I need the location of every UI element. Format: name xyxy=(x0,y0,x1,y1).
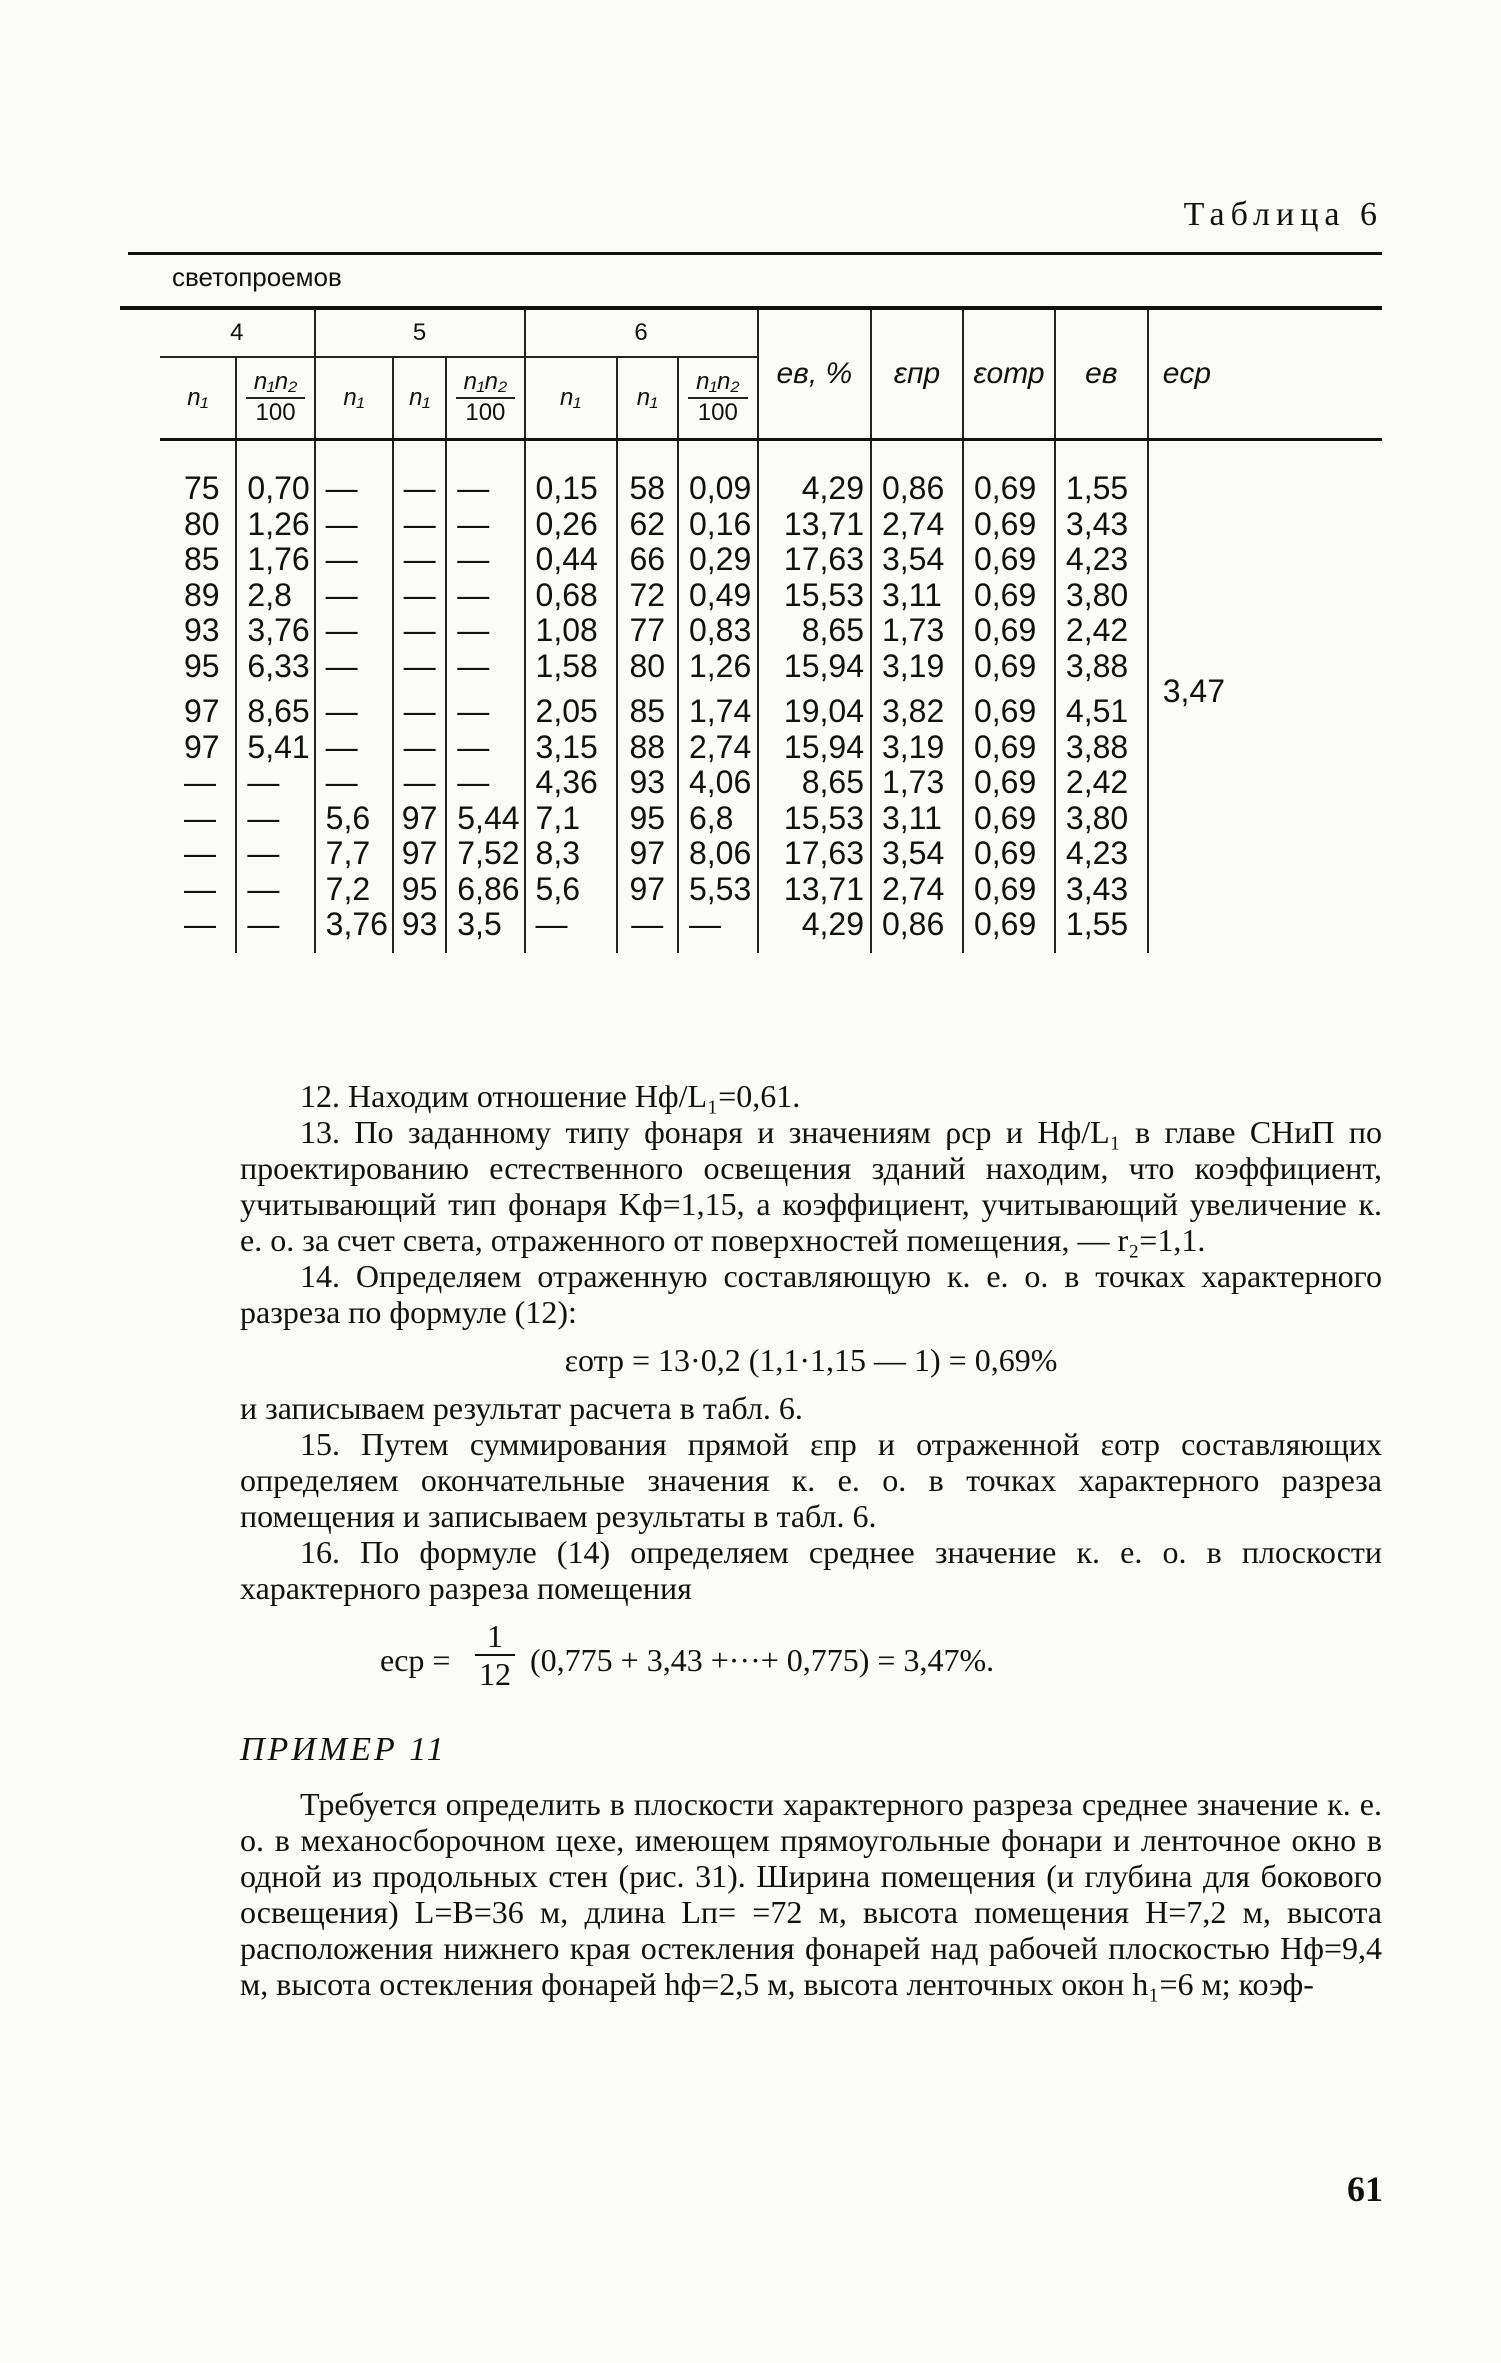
table-cell: — xyxy=(631,906,664,942)
table-cell: — xyxy=(457,612,490,648)
table-cell: 0,69 xyxy=(973,470,1037,506)
table-cell: 72 xyxy=(629,576,666,613)
table-cell: 0,69 xyxy=(973,870,1037,907)
table-cell: — xyxy=(247,870,280,907)
table-cell: — xyxy=(403,764,436,800)
table-cell: 97 xyxy=(629,870,666,907)
table-cell: 0,29 xyxy=(688,541,752,577)
table-cell: 5,41 xyxy=(247,728,310,765)
table-cell: 0,49 xyxy=(688,576,752,613)
formula-ecp-numerator: 1 xyxy=(475,1618,515,1656)
table-cell: 4,29 xyxy=(801,906,864,942)
table-cell: 0,69 xyxy=(973,576,1037,613)
column-3 xyxy=(315,440,393,953)
table-cell: 8,06 xyxy=(688,835,752,871)
table-cell: 97 xyxy=(401,799,438,836)
table-cell: 8,65 xyxy=(801,612,864,648)
table-cell: — xyxy=(184,764,216,800)
table-cell: — xyxy=(184,870,216,907)
formula-ecp-fraction xyxy=(475,1618,515,1692)
table-cell: 7,7 xyxy=(325,835,371,871)
results-table xyxy=(160,310,1382,953)
column-1 xyxy=(160,440,236,953)
column-2 xyxy=(236,440,314,953)
table-cell: 1,55 xyxy=(1065,470,1129,506)
table-cell: 77 xyxy=(629,612,666,648)
table-cell: 4,51 xyxy=(1065,693,1129,729)
table-cell: 0,15 xyxy=(535,470,598,506)
table-cell: 3,80 xyxy=(1065,799,1129,836)
table-cell: 3,43 xyxy=(1065,870,1129,907)
table-cell: 93 xyxy=(401,906,438,942)
formula-ecp-denominator: 12 xyxy=(479,1656,511,1692)
table-cell: 97 xyxy=(184,728,220,765)
table-cell: 8,65 xyxy=(801,764,864,800)
table-cell: 80 xyxy=(184,505,220,542)
table-cell: 1,58 xyxy=(535,647,598,684)
table-cell: — xyxy=(247,835,280,871)
formula-eotr: εотр = 13·0,2 (1,1·1,15 — 1) = 0,69% xyxy=(564,1342,1058,1378)
paragraph-14b: и записываем результат расчета в табл. 6. xyxy=(240,1390,803,1426)
header-n1-g4: n₁ xyxy=(160,357,236,440)
table-cell: 0,69 xyxy=(973,647,1037,684)
table-cell: 97 xyxy=(629,835,666,871)
table-cell: 13,71 xyxy=(783,505,864,542)
table-cell: 15,53 xyxy=(783,799,864,836)
table-cell: 3,43 xyxy=(1065,505,1129,542)
top-rule xyxy=(128,252,1382,255)
table-cell: 0,83 xyxy=(688,612,752,648)
table-cell: 95 xyxy=(629,799,666,836)
table-cell: 62 xyxy=(629,505,666,542)
group-5: 5 xyxy=(315,310,525,357)
table-cell: 0,69 xyxy=(973,612,1037,648)
table-cell: 1,26 xyxy=(688,647,752,684)
table-cell: 6,33 xyxy=(247,647,310,684)
table-cell: — xyxy=(535,906,568,942)
table-cell: 89 xyxy=(184,576,220,613)
table-cell: 2,74 xyxy=(688,728,752,765)
table-cell: 2,42 xyxy=(1065,612,1129,648)
paragraph-14: 14. Определяем отраженную составляющую к. е. о. в точках характерного разреза по формуле (12): xyxy=(240,1258,1382,1330)
table-cell: 0,69 xyxy=(973,541,1037,577)
table-cell: 0,09 xyxy=(688,470,752,506)
table-cell: 3,76 xyxy=(325,906,388,942)
table-cell: 4,36 xyxy=(535,764,598,800)
body-text xyxy=(240,1078,1382,2002)
table-caption: светопроемов xyxy=(172,262,342,292)
paragraph-13: 13. По заданному типу фонаря и значениям ρср и Hф/L₁ в главе СНиП по проектированию естественного освещения зданий находим, что коэффициент, учитывающий тип фонаря Kф=1,15, а коэффициент, учитывающий увеличение к. е. о. за счет света, отраженного от поверхностей помещения, — r₂=1,1. xyxy=(240,1114,1382,1258)
column-5 xyxy=(446,440,524,953)
table-cell: — xyxy=(325,612,358,648)
table-cell: 17,63 xyxy=(783,541,864,577)
table-cell: 80 xyxy=(629,647,666,684)
table-cell: — xyxy=(325,647,358,684)
column-ecp-value: 3,47 xyxy=(1148,440,1382,953)
table-cell: 3,54 xyxy=(881,835,945,871)
table-cell: — xyxy=(184,906,216,942)
column-9 xyxy=(758,440,871,953)
table-cell: 1,76 xyxy=(247,541,310,577)
table-cell: — xyxy=(457,505,490,542)
table-cell: 0,86 xyxy=(881,470,945,506)
table-cell: 7,2 xyxy=(325,870,371,907)
group-4: 4 xyxy=(160,310,315,357)
table-title: Таблица 6 xyxy=(1183,196,1383,233)
table-cell: — xyxy=(457,728,490,765)
column-7 xyxy=(617,440,678,953)
table-cell: 0,69 xyxy=(973,728,1037,765)
table-cell: — xyxy=(403,612,436,648)
table-cell: — xyxy=(247,764,280,800)
table-cell: — xyxy=(247,906,280,942)
table-cell: 1,74 xyxy=(688,693,752,729)
table-cell: 13,71 xyxy=(783,870,864,907)
header-n1-g6: n₁ xyxy=(525,357,617,440)
table-cell: — xyxy=(457,541,490,577)
table-cell: — xyxy=(325,541,358,577)
column-8 xyxy=(678,440,758,953)
table-cell: 0,69 xyxy=(973,764,1037,800)
table-cell: 8,3 xyxy=(535,835,581,871)
table-cell: — xyxy=(325,505,358,542)
table-cell: 15,94 xyxy=(783,647,864,684)
header-frac-g4: $\frac{\text{n₁n₂}}{100}$ xyxy=(236,357,314,440)
table-cell: 0,69 xyxy=(973,693,1037,729)
table-cell: — xyxy=(403,576,436,613)
table-cell: 7,1 xyxy=(535,799,581,836)
table-cell: 3,15 xyxy=(535,728,598,765)
group-6: 6 xyxy=(525,310,758,357)
table-cell: 6,8 xyxy=(688,799,734,836)
table-cell: 7,52 xyxy=(457,835,520,871)
column-6 xyxy=(525,440,617,953)
table-cell: 88 xyxy=(629,728,666,765)
formula-ecp-lhs: eср = xyxy=(380,1642,451,1678)
table-cell: 2,8 xyxy=(247,576,292,613)
table-cell: 66 xyxy=(629,541,666,577)
table-cell: — xyxy=(457,647,490,684)
table-cell: 0,69 xyxy=(973,799,1037,836)
column-10 xyxy=(871,440,963,953)
table-cell: 2,74 xyxy=(881,870,945,907)
table-cell: — xyxy=(325,728,358,765)
table-cell: 3,88 xyxy=(1065,728,1129,765)
table-cell: 0,69 xyxy=(973,505,1037,542)
table-cell: — xyxy=(403,505,436,542)
header-ev: eв xyxy=(1055,310,1148,440)
header-frac-g6: $\frac{\text{n₁n₂}}{100}$ xyxy=(678,357,758,440)
table-cell: — xyxy=(457,576,490,613)
column-12 xyxy=(1055,440,1148,953)
table-cell: 2,74 xyxy=(881,505,945,542)
table-cell: 3,82 xyxy=(881,693,945,729)
table-cell: 3,19 xyxy=(881,728,945,765)
table-cell: 19,04 xyxy=(783,693,864,729)
table-cell: — xyxy=(403,728,436,765)
header-eotr: εотр xyxy=(963,310,1055,440)
table-cell: 6,86 xyxy=(457,870,520,907)
table-cell: 0,69 xyxy=(973,906,1037,942)
table-cell: 5,44 xyxy=(457,799,520,836)
table-cell: 0,16 xyxy=(688,505,752,542)
paragraph-16: 16. По формуле (14) определяем среднее значение к. е. о. в плоскости характерного разреза помещения xyxy=(240,1534,1382,1606)
table-cell: 3,76 xyxy=(247,612,310,648)
header-ecp: eср xyxy=(1148,310,1382,440)
formula-ecp-rhs: (0,775 + 3,43 +···+ 0,775) = 3,47%. xyxy=(530,1642,995,1678)
table-cell: — xyxy=(403,647,436,684)
header-frac-g5: $\frac{\text{n₁n₂}}{100}$ xyxy=(446,357,524,440)
table-cell: 1,26 xyxy=(247,505,310,542)
table-cell: — xyxy=(184,799,216,836)
table-cell: — xyxy=(325,470,358,506)
page-number: 61 xyxy=(1347,2169,1383,2209)
header-n2-g5: n₁ xyxy=(393,357,446,440)
table-cell: — xyxy=(403,470,436,506)
header-n1-g5: n₁ xyxy=(315,357,393,440)
table-cell: 3,11 xyxy=(881,576,942,613)
table-cell: 58 xyxy=(629,470,666,506)
table-cell: 75 xyxy=(184,470,220,506)
table-cell: — xyxy=(403,541,436,577)
table-cell: 4,23 xyxy=(1065,835,1129,871)
table-cell: 85 xyxy=(629,693,666,729)
table-cell: 0,86 xyxy=(881,906,945,942)
header-n2-g6: n₁ xyxy=(617,357,678,440)
table-cell: 0,70 xyxy=(247,470,310,506)
table-cell: 3,5 xyxy=(457,906,502,942)
table-cell: 95 xyxy=(401,870,438,907)
table-cell: 0,69 xyxy=(973,835,1037,871)
paragraph-12: 12. Находим отношение Hф/L₁=0,61. xyxy=(300,1078,801,1114)
table-cell: 3,19 xyxy=(881,647,945,684)
table-cell: — xyxy=(688,906,721,942)
table-cell: — xyxy=(247,799,280,836)
table-cell: 17,63 xyxy=(783,835,864,871)
table-cell: 5,6 xyxy=(535,870,581,907)
table-cell: 2,42 xyxy=(1065,764,1129,800)
table-cell: — xyxy=(457,764,490,800)
table-cell: 3,11 xyxy=(881,799,942,836)
header-ev-pct: eв, % xyxy=(758,310,871,440)
table-cell: — xyxy=(403,693,436,729)
column-4 xyxy=(393,440,446,953)
example-heading: ПРИМЕР 11 xyxy=(240,1731,447,1768)
table-cell: 0,44 xyxy=(535,541,598,577)
table-cell: 15,94 xyxy=(783,728,864,765)
table-cell: — xyxy=(325,764,358,800)
table-cell: 1,55 xyxy=(1065,906,1129,942)
table-cell: 97 xyxy=(184,693,220,729)
header-epr: εпр xyxy=(871,310,963,440)
table-cell: 97 xyxy=(401,835,438,871)
table-cell: 5,6 xyxy=(325,799,371,836)
table-cell: 85 xyxy=(184,541,220,577)
table-cell: 0,26 xyxy=(535,505,598,542)
table-cell: 2,05 xyxy=(535,693,598,729)
table-cell: 93 xyxy=(629,764,666,800)
table-cell: — xyxy=(325,576,358,613)
table-cell: 15,53 xyxy=(783,576,864,613)
table-cell: 1,08 xyxy=(535,612,598,648)
formula-ecp xyxy=(240,1618,1382,1708)
table-cell: 4,23 xyxy=(1065,541,1129,577)
table-cell: — xyxy=(457,693,490,729)
table-cell: 5,53 xyxy=(688,870,752,907)
table-cell: 3,54 xyxy=(881,541,945,577)
table-cell: 3,80 xyxy=(1065,576,1129,613)
table-cell: 4,29 xyxy=(801,470,864,506)
table-cell: 1,73 xyxy=(881,612,945,648)
table-cell: 0,68 xyxy=(535,576,598,613)
table-cell: 93 xyxy=(184,612,220,648)
table-cell: 4,06 xyxy=(688,764,752,800)
table-cell: 95 xyxy=(184,647,220,684)
table-cell: — xyxy=(457,470,490,506)
table-cell: 1,73 xyxy=(881,764,945,800)
table-cell: — xyxy=(325,693,358,729)
group-header-row xyxy=(160,310,1382,357)
table-cell: 3,88 xyxy=(1065,647,1129,684)
paragraph-15: 15. Путем суммирования прямой εпр и отраженной εотр составляющих определяем окончательные значения к. е. о. в точках характерного разреза помещения и записываем результаты в табл. 6. xyxy=(240,1426,1382,1534)
column-11 xyxy=(963,440,1055,953)
table-cell: — xyxy=(184,835,216,871)
paragraph-example: Требуется определить в плоскости характерного разреза среднее значение к. е. о. в механосборочном цехе, имеющем прямоугольные фонари и ленточное окно в одной из продольных стен (рис. 31). Ширина помещения (и глубина для бокового освещения) L=B=36 м, длина Lп= =72 м, высота помещения H=7,2 м, высота расположения нижнего края остекления фонарей над рабочей плоскостью Hф=9,4 м, высота остекления фонарей hф=2,5 м, высота ленточных окон h₁=6 м; коэф- xyxy=(240,1786,1382,2002)
table-body-row xyxy=(160,440,1382,953)
table-cell: 8,65 xyxy=(247,693,310,729)
